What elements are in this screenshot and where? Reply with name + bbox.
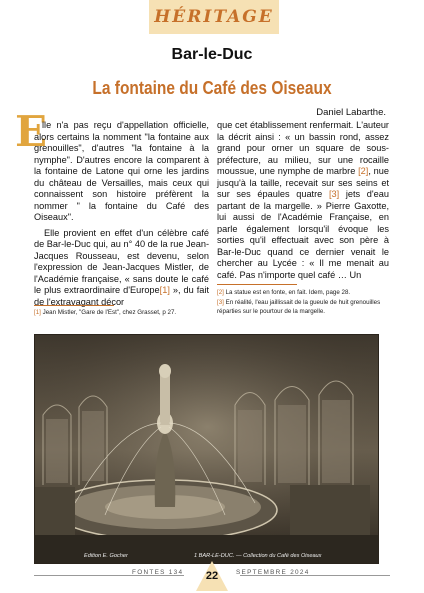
footnote-1-text: Jean Mistler, "Gare de l'Est", chez Grasset, p 27. xyxy=(40,309,177,316)
footnote-divider-left xyxy=(34,305,114,306)
article-place: Bar-le-Duc xyxy=(171,46,253,63)
historic-photo-cafe-interior xyxy=(34,334,379,564)
footnote-3 xyxy=(217,299,389,316)
paragraph-3 xyxy=(217,120,389,281)
footnote-3-text: En réalité, l'eau jaillissait de la gueule de huit grenouilles réparties sur le pourtour de la margelle. xyxy=(217,299,381,315)
footer-date: SEPTEMBRE 2024 xyxy=(236,569,310,576)
footer-issue: FONTES 134 xyxy=(132,569,184,576)
article-title: La fontaine du Café des Oiseaux xyxy=(92,78,332,98)
article-author: Daniel Labarthe. xyxy=(316,107,386,118)
paragraph-3-text-a: que cet établissement renfermait. L'auteur la décrit ainsi : « un bassin rond, assez grand pour orner un square de sous-préfecture, au milieu, sur une rocaille moussue, une nymphe de marbre xyxy=(217,120,389,176)
footnote-ref-1[interactable]: [1] xyxy=(159,285,170,295)
footnote-3-marker: [3] xyxy=(217,299,224,306)
article-column-left xyxy=(34,120,209,312)
footnote-ref-3[interactable]: [3] xyxy=(328,189,340,199)
footnote-2 xyxy=(217,289,389,298)
photo-publisher: Edition E. Gocher xyxy=(84,553,128,559)
footnote-2-text: La statue est en fonte, en fait. Idem, page 28. xyxy=(223,289,351,296)
photo-illustration xyxy=(35,335,379,564)
paragraph-2-text-a: Elle provient en effet d'un célèbre café de Bar-le-Duc qui, au n° 40 de la rue Jean-Jacques Rousseau, est devenu, selon l'expression de Jean-Jacques Mistler, de l'Académie française, « sans doute le café le plus extraordinaire d'Europe xyxy=(34,227,209,295)
paragraph-3-text-c: jets d'eau partant de la margelle. » Pierre Gaxotte, lui aussi de l'Académie Française, en parle également lorsqu'il évoque les sorties qu'il effectuait avec son père à Bar-le-Duc quand ce dernier venait le chercher au Lycée : « Il me menait au café. Pas n'importe quel café … Un xyxy=(217,189,389,280)
drop-cap: E xyxy=(15,107,48,156)
section-banner: HÉRITAGE xyxy=(149,0,279,34)
paragraph-2-text-b: », du fait de l'extravagant décor xyxy=(34,285,209,307)
paragraph-3-text-b: , nue jusqu'à la taille, recevait sur ses seins et sur ses épaules quatre xyxy=(217,166,389,199)
footnote-1 xyxy=(34,309,209,318)
paragraph-1: lle n'a pas reçu d'appellation officielle, alors certains la nomment "la fontaine aux grenouilles", d'autres "la fontaine à la nymphe". D'autres encore la comparent à la fontaine de Latone qui orne les jardins du château de Versailles, mais ceux qui connaissent son histoire préfèrent la nommer " la fontaine du Café des Oiseaux". xyxy=(34,120,209,222)
footnote-divider-right xyxy=(217,284,297,285)
article-column-right xyxy=(217,120,389,285)
footnote-ref-2[interactable]: [2] xyxy=(358,166,369,176)
footnote-1-marker: [1] xyxy=(34,309,41,316)
paragraph-2 xyxy=(34,228,209,309)
footnote-2-marker: [2] xyxy=(217,289,224,296)
photo-collection-label: 1 BAR-LE-DUC. — Collection du Café des Oiseaux xyxy=(194,553,322,559)
page-number: 22 xyxy=(205,570,219,582)
